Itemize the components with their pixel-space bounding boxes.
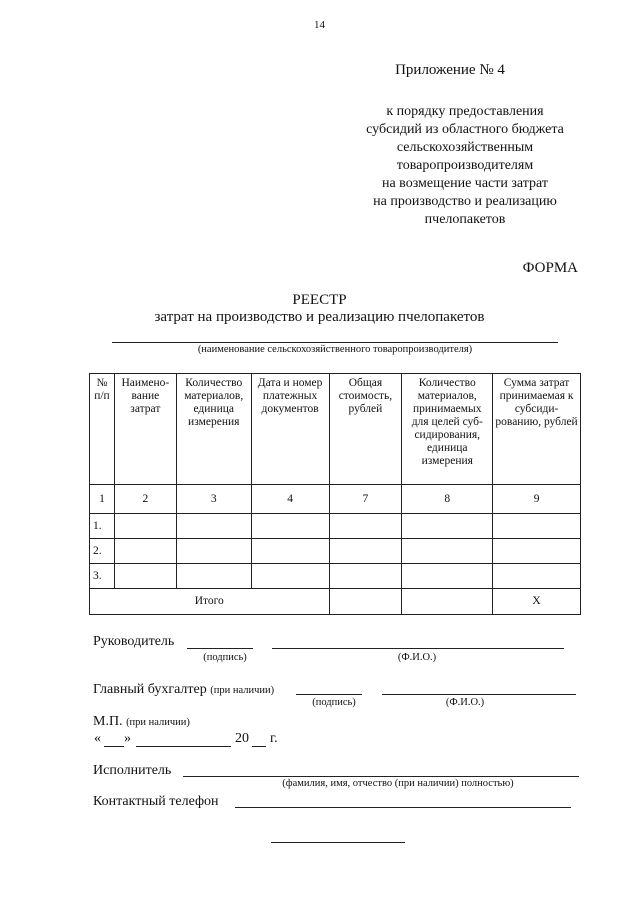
- register-subtitle: затрат на производство и реализацию пчелопакетов: [154, 309, 485, 325]
- column-number: 3: [176, 485, 251, 514]
- table-cell[interactable]: [329, 514, 402, 539]
- date-open-quote: «: [94, 731, 101, 746]
- header-cell: Сумма затрат принимаемая к субсиди- рованию, рублей: [493, 374, 581, 485]
- row-number: 2.: [90, 539, 115, 564]
- row-number: 1.: [90, 514, 115, 539]
- head-fio-line[interactable]: [272, 648, 564, 649]
- if-any-note: (при наличии): [210, 685, 275, 696]
- date-day-line[interactable]: [104, 746, 124, 747]
- signature-caption: (подпись): [203, 652, 247, 663]
- column-number: 9: [493, 485, 581, 514]
- column-number: 7: [329, 485, 402, 514]
- row-number: 3.: [90, 564, 115, 589]
- appendix-text: [330, 103, 600, 229]
- table-row: [90, 539, 581, 564]
- total-materials-cell[interactable]: [402, 589, 493, 615]
- register-table: [89, 373, 581, 615]
- column-number-row: [90, 485, 581, 514]
- header-cell: Наимено- вание затрат: [114, 374, 176, 485]
- table-cell[interactable]: [251, 564, 329, 589]
- appendix-line: на производство и реализацию: [373, 194, 557, 209]
- table-cell[interactable]: [176, 539, 251, 564]
- producer-name-line[interactable]: [112, 342, 558, 343]
- appendix-line: товаропроизводителям: [396, 158, 534, 173]
- form-label: ФОРМА: [522, 260, 578, 276]
- page-number: 14: [314, 19, 325, 31]
- appendix-line: пчелопакетов: [424, 212, 506, 227]
- register-title: РЕЕСТР: [292, 292, 347, 308]
- date-year-line[interactable]: [252, 746, 266, 747]
- table-cell[interactable]: [493, 539, 581, 564]
- table-cell[interactable]: [402, 514, 493, 539]
- fio-caption: (Ф.И.О.): [445, 697, 485, 708]
- table-cell[interactable]: [176, 564, 251, 589]
- column-number: 2: [114, 485, 176, 514]
- executor-caption: (фамилия, имя, отчество (при наличии) полностью): [282, 778, 514, 789]
- appendix-line: на возмещение части затрат: [381, 176, 549, 191]
- table-row: [90, 564, 581, 589]
- executor-label: Исполнитель: [93, 763, 172, 778]
- fio-caption: (Ф.И.О.): [397, 652, 437, 663]
- table-cell[interactable]: [114, 514, 176, 539]
- stamp-block: [93, 714, 190, 730]
- table-cell[interactable]: [176, 514, 251, 539]
- column-number: 8: [402, 485, 493, 514]
- table-cell[interactable]: [114, 539, 176, 564]
- table-cell[interactable]: [402, 539, 493, 564]
- total-mark: X: [493, 589, 581, 615]
- accountant-label: Главный бухгалтер: [93, 682, 207, 697]
- signature-caption: (подпись): [312, 697, 356, 708]
- table-cell[interactable]: [493, 564, 581, 589]
- total-row: [90, 589, 581, 615]
- head-label: Руководитель: [93, 634, 175, 649]
- column-number: 1: [90, 485, 115, 514]
- phone-label: Контактный телефон: [93, 794, 219, 809]
- table-cell[interactable]: [251, 514, 329, 539]
- appendix-line: к порядку предоставления: [386, 104, 544, 119]
- total-cost-cell[interactable]: [329, 589, 402, 615]
- header-cell: Общая стоимость, рублей: [329, 374, 402, 485]
- column-number: 4: [251, 485, 329, 514]
- table-cell[interactable]: [493, 514, 581, 539]
- year-suffix: г.: [270, 731, 278, 746]
- date-close-quote: »: [124, 731, 131, 746]
- table-cell[interactable]: [114, 564, 176, 589]
- phone-line[interactable]: [235, 807, 571, 808]
- table-row: [90, 514, 581, 539]
- table-cell[interactable]: [402, 564, 493, 589]
- producer-caption: (наименование сельскохозяйственного товаропроизводителя): [197, 344, 473, 355]
- table-cell[interactable]: [251, 539, 329, 564]
- closing-line: [271, 842, 405, 843]
- appendix-line: субсидий из областного бюджета: [366, 122, 564, 137]
- header-cell: Количество материалов, единица измерения: [176, 374, 251, 485]
- accountant-signature-line[interactable]: [296, 694, 362, 695]
- head-signature-line[interactable]: [187, 648, 253, 649]
- accountant-fio-line[interactable]: [382, 694, 576, 695]
- accountant-label-block: [93, 682, 274, 698]
- table-cell[interactable]: [329, 564, 402, 589]
- year-prefix: 20: [235, 731, 249, 746]
- header-cell: Дата и номер платежных документов: [251, 374, 329, 485]
- date-month-line[interactable]: [136, 746, 231, 747]
- total-label: Итого: [90, 589, 330, 615]
- executor-line[interactable]: [183, 776, 579, 777]
- table-header-row: [90, 374, 581, 485]
- appendix-title: Приложение № 4: [395, 62, 505, 78]
- header-cell: Количество материалов, принимаемых для целей суб- сидирования, единица измерения: [402, 374, 493, 485]
- if-any-note: (при наличии): [126, 717, 190, 728]
- table-cell[interactable]: [329, 539, 402, 564]
- appendix-line: сельскохозяйственным: [396, 140, 534, 155]
- header-cell: № п/п: [90, 374, 115, 485]
- stamp-label: М.П.: [93, 714, 123, 729]
